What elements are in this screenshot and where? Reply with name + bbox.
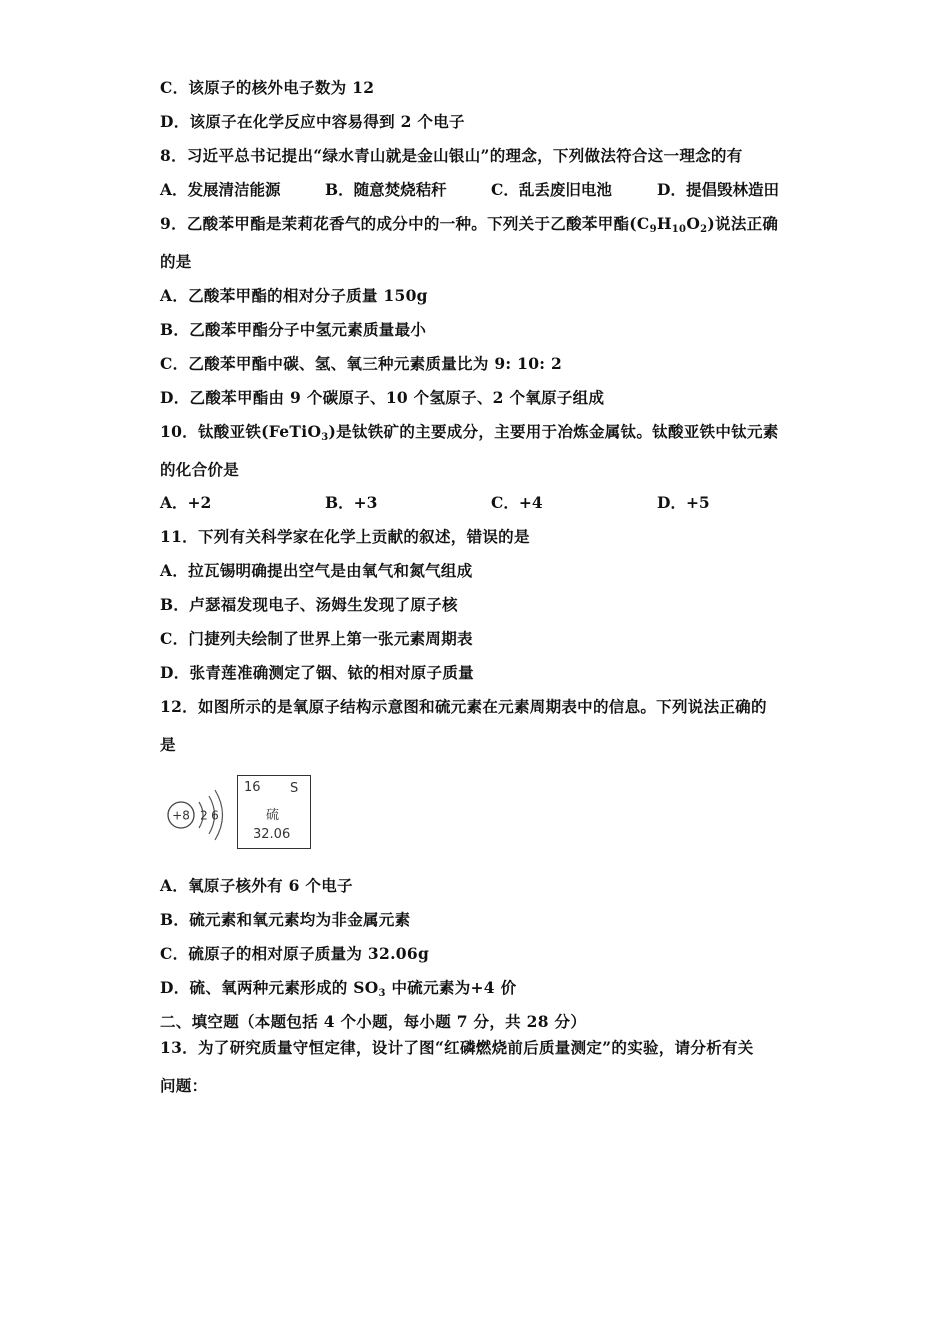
q9-h: H	[656, 214, 672, 233]
q10-option-b: B．+3	[325, 493, 378, 512]
q8-option-a: A．发展清洁能源	[160, 180, 281, 199]
q9-option-a: A．乙酸苯甲酯的相对分子质量 150g	[160, 286, 428, 305]
q12-d-sub: 3	[378, 988, 386, 999]
q8-option-d: D．提倡毁林造田	[657, 180, 779, 199]
q12-stem-cont: 是	[160, 735, 176, 754]
q13-stem: 13．为了研究质量守恒定律，设计了图“红磷燃烧前后质量测定”的实验，请分析有关	[160, 1038, 754, 1057]
q11-stem: 11．下列有关科学家在化学上贡献的叙述，错误的是	[160, 527, 530, 546]
q12-option-c: C．硫原子的相对原子质量为 32.06g	[160, 944, 430, 963]
q13-stem-cont: 问题：	[160, 1076, 208, 1095]
q12-option-a: A．氧原子核外有 6 个电子	[160, 876, 353, 895]
shell2-electrons: 6	[211, 808, 219, 823]
q12-d-pre: D．硫、氧两种元素形成的 SO	[160, 978, 379, 997]
q12-option-d	[160, 978, 516, 998]
q12-d-post: 中硫元素为+4 价	[385, 978, 517, 997]
q11-option-c: C．门捷列夫绘制了世界上第一张元素周期表	[160, 629, 473, 648]
atomic-mass: 32.06	[253, 827, 291, 842]
q9-option-c: C．乙酸苯甲酯中碳、氢、氧三种元素质量比为 9: 10: 2	[160, 354, 563, 373]
q9-option-d: D．乙酸苯甲酯由 9 个碳原子、10 个氢原子、2 个氧原子组成	[160, 388, 605, 407]
q10-stem-pre: 10．钛酸亚铁(FeTiO	[160, 422, 322, 441]
q9-stem	[160, 214, 778, 234]
q9-sub-o: 2	[700, 224, 708, 235]
q10-option-c: C．+4	[491, 493, 543, 512]
q10-stem-post: )是钛铁矿的主要成分，主要用于冶炼金属钛。钛酸亚铁中钛元素	[328, 422, 779, 441]
q9-sub-c: 9	[649, 224, 657, 235]
q11-option-d: D．张青莲准确测定了铟、铱的相对原子质量	[160, 663, 474, 682]
oxygen-atom-diagram	[160, 770, 235, 860]
q9-option-b: B．乙酸苯甲酯分子中氢元素质量最小	[160, 320, 427, 339]
q8-stem: 8．习近平总书记提出“绿水青山就是金山银山”的理念，下列做法符合这一理念的有	[160, 146, 743, 165]
q10-sub: 3	[321, 432, 329, 443]
element-symbol: S	[290, 781, 299, 796]
q11-option-a: A．拉瓦锡明确提出空气是由氧气和氮气组成	[160, 561, 473, 580]
q10-stem-cont: 的化合价是	[160, 460, 240, 479]
shell1-electrons: 2	[200, 808, 208, 823]
q9-stem-pre: 9．乙酸苯甲酯是茉莉花香气的成分中的一种。下列关于乙酸苯甲酯(C	[160, 214, 650, 233]
q9-sub-h: 10	[671, 224, 687, 235]
q10-stem	[160, 422, 779, 442]
sulfur-element-card	[237, 775, 311, 849]
q9-o: O	[686, 214, 701, 233]
q12-figure	[160, 770, 320, 860]
section2-heading: 二、填空题（本题包括 4 个小题，每小题 7 分，共 28 分）	[160, 1012, 587, 1031]
q7-option-c: C．该原子的核外电子数为 12	[160, 78, 375, 97]
q12-option-b: B．硫元素和氧元素均为非金属元素	[160, 910, 411, 929]
q7-option-d: D．该原子在化学反应中容易得到 2 个电子	[160, 112, 465, 131]
q10-option-a: A．+2	[160, 493, 212, 512]
q8-option-b: B．随意焚烧秸秆	[325, 180, 447, 199]
q8-option-c: C．乱丢废旧电池	[491, 180, 612, 199]
q9-stem-post: )说法正确	[707, 214, 779, 233]
nucleus-charge: +8	[172, 808, 190, 823]
q12-stem: 12．如图所示的是氧原子结构示意图和硫元素在元素周期表中的信息。下列说法正确的	[160, 697, 767, 716]
element-name: 硫	[266, 808, 280, 823]
q9-stem-cont: 的是	[160, 252, 192, 271]
q10-option-d: D．+5	[657, 493, 710, 512]
atomic-number: 16	[244, 780, 261, 795]
q11-option-b: B．卢瑟福发现电子、汤姆生发现了原子核	[160, 595, 458, 614]
